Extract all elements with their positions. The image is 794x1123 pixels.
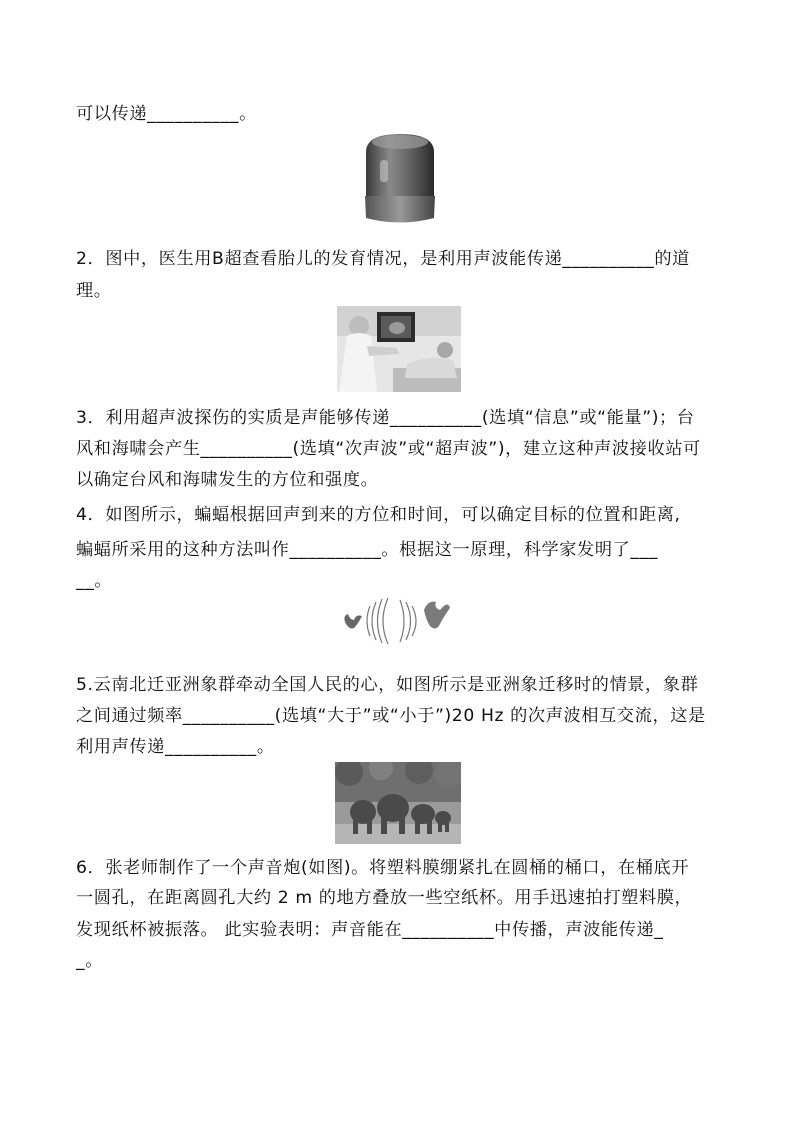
text-line: 发现纸杯被振落。 此实验表明：声音能在__________中传播，声波能传递_ xyxy=(76,920,664,940)
smart-speaker-figure xyxy=(362,130,438,228)
text-line: 利用声传递__________。 xyxy=(76,737,275,757)
elephant-herd-photo xyxy=(335,762,461,844)
question-6-line: 6．张老师制作了一个声音炮(如图)。将塑料膜绷紧扎在圆桶的桶口，在桶底开 xyxy=(76,858,690,878)
question-5-line: 5.云南北迁亚洲象群牵动全国人民的心，如图所示是亚洲象迁移时的情景，象群 xyxy=(76,675,699,695)
ultrasound-photo xyxy=(337,306,461,392)
text-line: 风和海啸会产生__________(选填“次声波”或“超声波”)，建立这种声波接收站可 xyxy=(76,439,701,459)
text-line: 理。 xyxy=(76,281,112,301)
bat-echolocation-figure xyxy=(340,596,452,646)
text-line: 可以传递__________。 xyxy=(76,104,257,124)
text-line: 一圆孔，在距离圆孔大约 2 m 的地方叠放一些空纸杯。用手迅速拍打塑料膜， xyxy=(76,888,693,908)
text-line: __。 xyxy=(76,571,113,591)
text-line: _。 xyxy=(76,951,103,971)
text-line: 之间通过频率__________(选填“大于”或“小于”)20 Hz 的次声波相互交流，这是 xyxy=(76,706,706,726)
question-4-line: 4．如图所示，蝙蝠根据回声到来的方位和时间，可以确定目标的位置和距离, xyxy=(76,505,681,525)
question-2-line: 2．图中，医生用B超查看胎儿的发育情况，是利用声波能传递__________的道 xyxy=(76,249,690,269)
text-line: 以确定台风和海啸发生的方位和强度。 xyxy=(76,470,379,490)
text-line: 蝙蝠所采用的这种方法叫作__________。根据这一原理，科学家发明了___ xyxy=(76,540,658,560)
question-3-line: 3．利用超声波探伤的实质是声能够传递__________(选填“信息”或“能量”)；台 xyxy=(76,408,695,428)
